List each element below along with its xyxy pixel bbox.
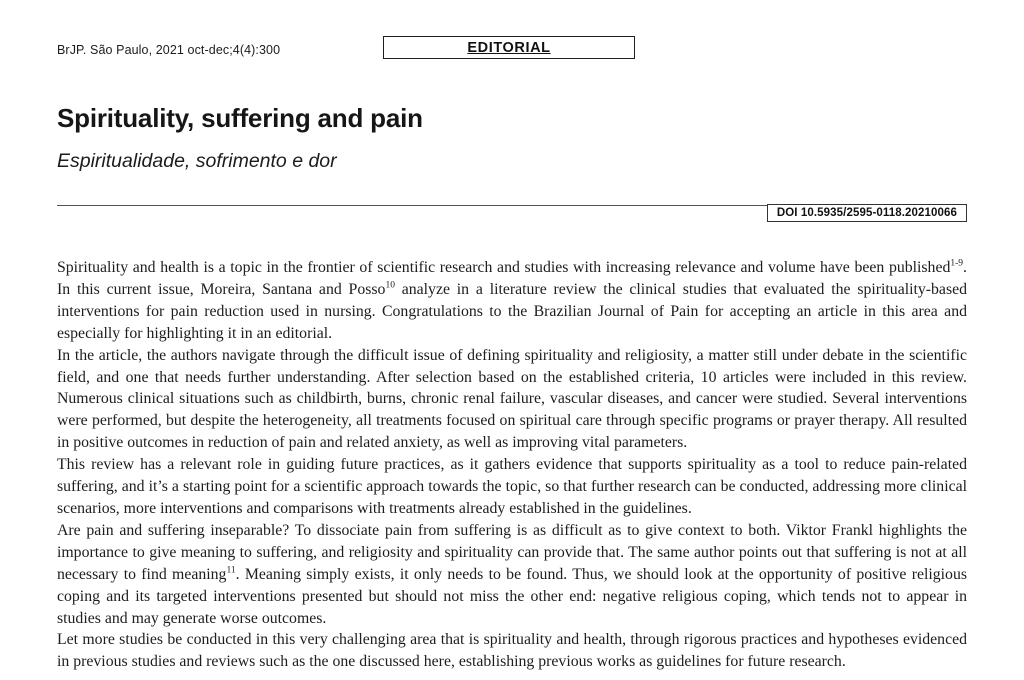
article-subtitle: Espiritualidade, sofrimento e dor	[57, 150, 337, 172]
reference-superscript: 10	[385, 280, 395, 291]
article-title: Spirituality, suffering and pain	[57, 103, 423, 133]
section-label: EDITORIAL	[467, 39, 551, 56]
article-paragraph: Let more studies be conducted in this very challenging area that is spirituality and health, through rigorous practices and hypotheses evidenced in previous studies and reviews such as the one discussed here, establishing previous works as guidelines for future research.	[57, 631, 967, 671]
article-body	[57, 257, 967, 673]
page-header	[57, 36, 967, 62]
journal-citation: BrJP. São Paulo, 2021 oct-dec;4(4):300	[57, 43, 281, 57]
doi-badge: DOI 10.5935/2595-0118.20210066	[767, 204, 967, 222]
article-paragraph: Are pain and suffering inseparable? To dissociate pain from suffering is as difficult as to give context to both. Viktor Frankl highlights the importance to give meaning to suffering, and religiosity and spirituality can provide that. The same author points out that suffering is not at all necessary to find meaning$^{11}$. Meaning simply exists, it only needs to be found. Thus, we should look at the opportunity of positive religious coping and its targeted interventions presented but should not miss the other end: negative religious coping, which tends not to appear in studies and may generate worse outcomes.	[57, 521, 967, 627]
reference-superscript: 11	[226, 565, 236, 576]
reference-superscript: 1-9	[950, 258, 964, 269]
article-paragraph: This review has a relevant role in guiding future practices, as it gathers evidence that supports spirituality as a tool to reduce pain-related suffering, and it’s a starting point for a scientific approach towards the topic, so that further research can be conducted, addressing more clinical scenarios, more interventions and comparisons with treatments already established in the guidelines.	[57, 456, 967, 517]
article-paragraph: Spirituality and health is a topic in the frontier of scientific research and studies with increasing relevance and volume have been published$^{1-9}$. In this current issue, Moreira, Santana and Posso$^{10}$ analyze in a literature review the clinical studies that evaluated the spirituality-based interventions for pain reduction used in nursing. Congratulations to the Brazilian Journal of Pain for accepting an article in this area and especially for highlighting it in an editorial.	[57, 258, 967, 342]
divider-rule	[57, 205, 967, 219]
section-label-box	[383, 36, 635, 59]
article-paragraph: In the article, the authors navigate through the difficult issue of defining spirituality and religiosity, a matter still under debate in the scientific field, and one that needs further understanding. After selection based on the established criteria, 10 articles were included in this review. Numerous clinical situations such as childbirth, burns, chronic renal failure, vascular diseases, and cancer were studied. Several interventions were performed, but despite the heterogeneity, all treatments focused on spiritual care through specific programs or prayer therapy. All resulted in positive outcomes in reduction of pain and related anxiety, as well as improving vital parameters.	[57, 346, 967, 452]
